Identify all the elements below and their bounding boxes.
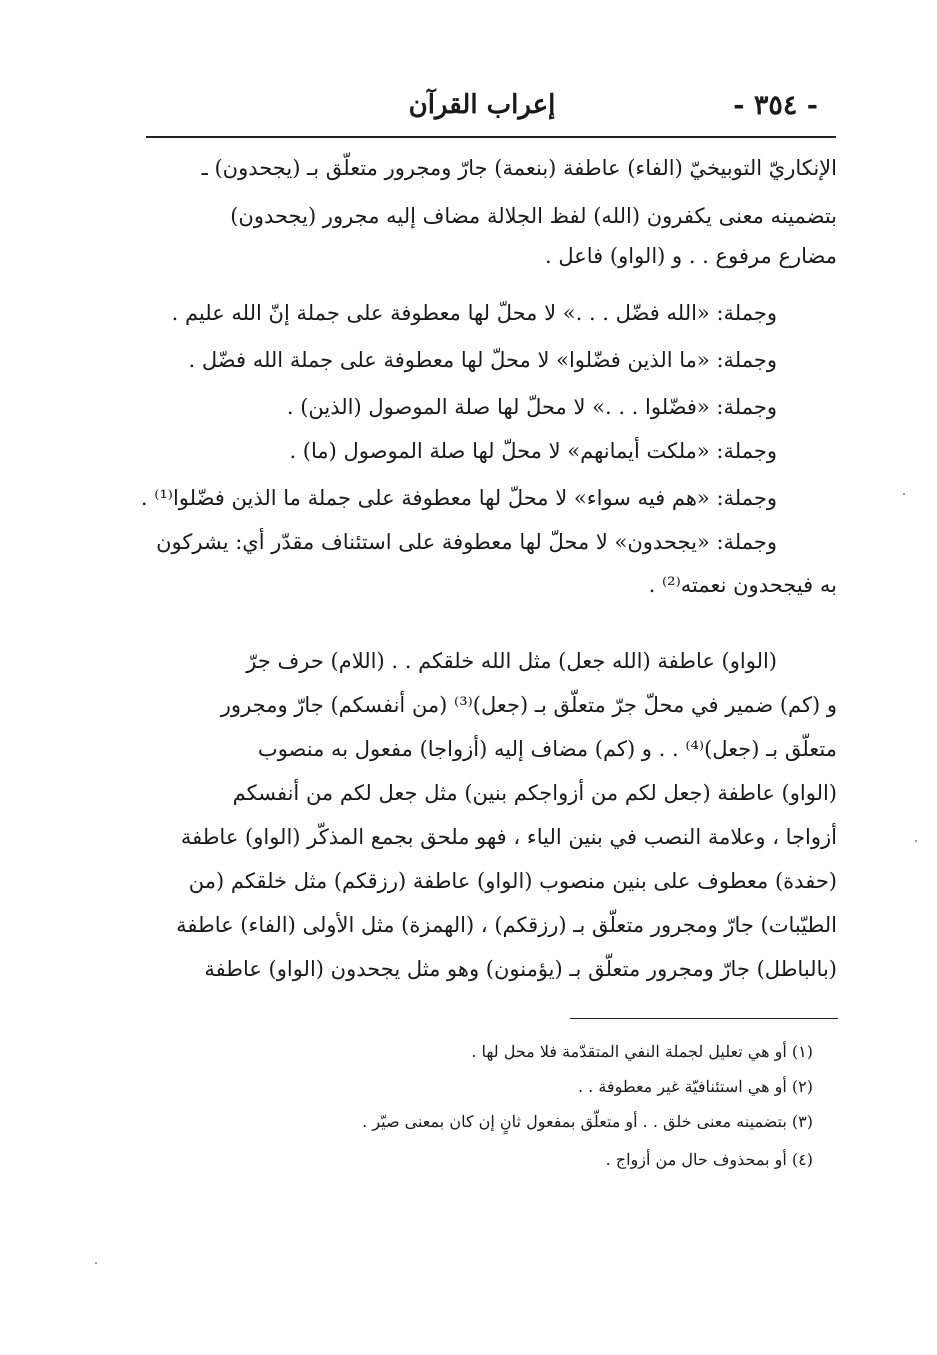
page-header <box>146 84 818 136</box>
sentence-line: وجملة: «ما الذين فضّلوا» لا محلّ لها معطوفة على جملة الله فضّل . <box>188 348 777 372</box>
sentence-line: وجملة: «يجحدون» لا محلّ لها معطوفة على استئناف مقدّر أي: يشركون <box>156 530 777 554</box>
body-line: (الواو) عاطفة (جعل لكم من أزواجكم بنين) مثل جعل لكم من أنفسكم <box>232 781 837 805</box>
footnote-rule <box>570 1018 838 1019</box>
body-line: أزواجا ، وعلامة النصب في بنين الياء ، فهو ملحق بجمع المذكّر (الواو) عاطفة <box>180 825 837 849</box>
sentence-line: وجملة: «الله فضّل . . .» لا محلّ لها معطوفة على جملة إنّ الله عليم . <box>171 301 777 325</box>
body-line: متعلّق بـ (جعل)⁽⁴⁾ . . و (كم) مضاف إليه (أزواجا) مفعول به منصوب <box>257 737 837 761</box>
sentence-line: وجملة: «هم فيه سواء» لا محلّ لها معطوفة على جملة ما الذين فضّلوا⁽¹⁾ . <box>140 486 777 510</box>
sentence-line: وجملة: «ملكت أيمانهم» لا محلّ لها صلة الموصول (ما) . <box>289 439 777 463</box>
footnote: (١) أو هي تعليل لجملة النفي المتقدّمة فلا محل لها . <box>471 1042 813 1061</box>
footnote: (٣) بتضمينه معنى خلق . . أو متعلّق بمفعول ثانٍ إن كان بمعنى صيّر . <box>362 1112 813 1131</box>
running-title: إعراب القرآن <box>408 90 556 120</box>
sentence-line: وجملة: «فضّلوا . . .» لا محلّ لها صلة الموصول (الذين) . <box>286 395 777 419</box>
header-rule <box>146 136 836 138</box>
body-line: مضارع مرفوع . . و (الواو) فاعل . <box>545 244 837 268</box>
body-line: (بالباطل) جارّ ومجرور متعلّق بـ (يؤمنون) وهو مثل يجحدون (الواو) عاطفة <box>204 957 837 981</box>
body-line: (حفدة) معطوف على بنين منصوب (الواو) عاطفة (رزقكم) مثل خلقكم (من <box>188 869 837 893</box>
sentence-line: به فيجحدون نعمته⁽²⁾ . <box>648 573 837 597</box>
body-line: بتضمينه معنى يكفرون (الله) لفظ الجلالة مضاف إليه مجرور (يجحدون) <box>230 204 837 228</box>
scan-speck <box>915 840 917 842</box>
footnote: (٤) أو بمحذوف حال من أزواج . <box>605 1150 813 1169</box>
body-line: الإنكاريّ التوبيخيّ (الفاء) عاطفة (بنعمة) جارّ ومجرور متعلّق بـ (يجحدون) ـ <box>201 156 837 180</box>
footnote: (٢) أو هي استئنافيّة غير معطوفة . . <box>578 1077 813 1096</box>
page-number: - ٣٥٤ - <box>733 90 818 121</box>
scan-speck <box>903 493 905 495</box>
body-line: (الواو) عاطفة (الله جعل) مثل الله خلقكم . . (اللام) حرف جرّ <box>246 649 777 673</box>
body-line: و (كم) ضمير في محلّ جرّ متعلّق بـ (جعل)⁽³⁾ (من أنفسكم) جارّ ومجرور <box>220 693 837 717</box>
scan-speck <box>95 1262 97 1264</box>
body-line: الطيّبات) جارّ ومجرور متعلّق بـ (رزقكم) ، (الهمزة) مثل الأولى (الفاء) عاطفة <box>176 913 837 937</box>
